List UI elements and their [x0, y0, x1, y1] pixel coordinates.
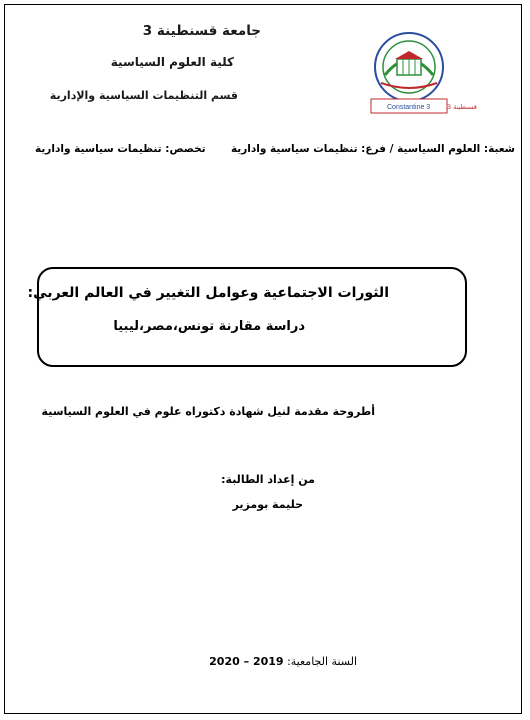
specialization-info: تخصص: تنظيمات سياسية وادارية: [35, 143, 206, 155]
academic-year-value: 2019 – 2020: [209, 655, 284, 668]
thesis-title-line2: دراسة مقارنة تونس،مصر،ليبيا: [113, 319, 305, 334]
author-label: من إعداد الطالبة:: [221, 473, 315, 486]
branch-info: شعبة: العلوم السياسية / فرع: تنظيمات سياسية وادارية: [230, 143, 515, 155]
university-name: جامعة قسنطينة 3: [142, 23, 261, 39]
department-name: قسم التنظيمات السياسية والإدارية: [49, 89, 238, 102]
university-seal-icon: [361, 25, 477, 117]
academic-year-label: السنة الجامعية:: [287, 655, 357, 668]
academic-year: [209, 655, 357, 668]
faculty-name: كلية العلوم السياسية: [110, 55, 234, 69]
title-page: [4, 4, 522, 714]
seal-latin-text: Constantine 3: [387, 104, 431, 111]
author-name: حليمة بومزير: [232, 498, 303, 511]
seal-arabic-text: قسنطينة 3: [447, 103, 477, 111]
thesis-title-box: [27, 267, 467, 367]
thesis-statement: أطروحة مقدمة لنيل شهادة دكتوراه علوم في العلوم السياسية: [41, 405, 375, 418]
thesis-title-line1: الثورات الاجتماعية وعوامل التغيير في العالم العربي:: [27, 285, 389, 301]
